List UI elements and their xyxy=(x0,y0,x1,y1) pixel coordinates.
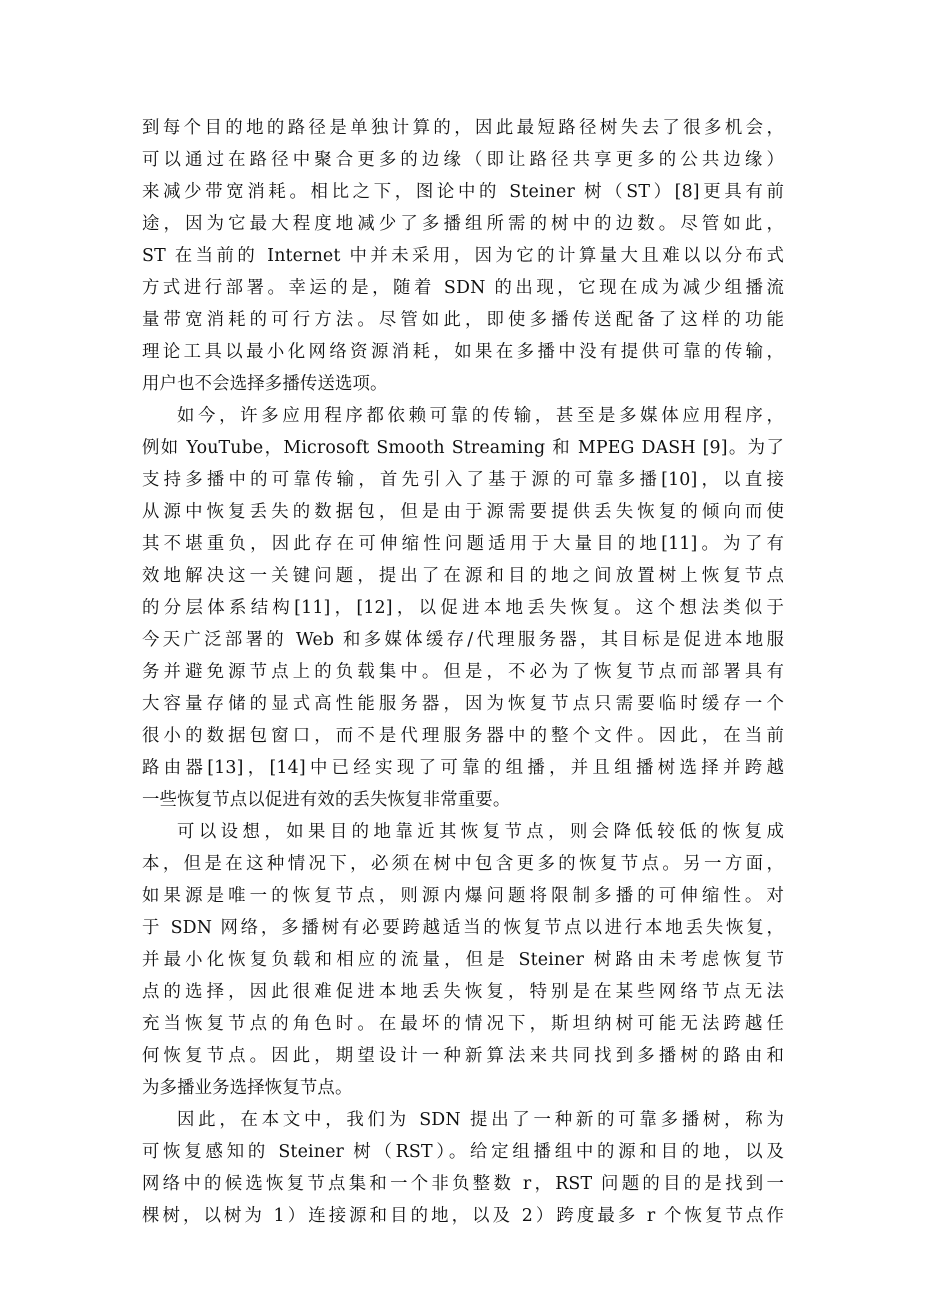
text-line: 量带宽消耗的可行方法。尽管如此，即使多播传送配备了这样的功能 xyxy=(142,310,784,330)
paragraph-end-line: 为多播业务选择恢复节点。 xyxy=(142,1078,353,1098)
text-line: 于 SDN 网络，多播树有必要跨越适当的恢复节点以进行本地丢失恢复， xyxy=(142,918,784,938)
text-line: 大容量存储的显式高性能服务器，因为恢复节点只需要临时缓存一个 xyxy=(142,694,784,714)
paragraph-start-line: 因此，在本文中，我们为 SDN 提出了一种新的可靠多播树，称为 xyxy=(177,1110,784,1130)
text-line: 网络中的候选恢复节点集和一个非负整数 r，RST 问题的目的是找到一 xyxy=(142,1174,784,1194)
text-line: ST 在当前的 Internet 中并未采用，因为它的计算量大且难以以分布式 xyxy=(142,246,784,266)
text-line: 本，但是在这种情况下，必须在树中包含更多的恢复节点。另一方面， xyxy=(142,854,784,874)
text-line: 其不堪重负，因此存在可伸缩性问题适用于大量目的地[11]。为了有 xyxy=(142,534,784,554)
text-line: 并最小化恢复负载和相应的流量，但是 Steiner 树路由未考虑恢复节 xyxy=(142,950,784,970)
paragraph-start-line: 可以设想，如果目的地靠近其恢复节点，则会降低较低的恢复成 xyxy=(177,822,784,842)
text-line: 何恢复节点。因此，期望设计一种新算法来共同找到多播树的路由和 xyxy=(142,1046,784,1066)
text-line: 可恢复感知的 Steiner 树（RST）。给定组播组中的源和目的地，以及 xyxy=(142,1142,784,1162)
paragraph-end-line: 一些恢复节点以促进有效的丢失恢复非常重要。 xyxy=(142,790,511,810)
text-line: 今天广泛部署的 Web 和多媒体缓存/代理服务器，其目标是促进本地服 xyxy=(142,630,784,650)
text-line: 途，因为它最大程度地减少了多播组所需的树中的边数。尽管如此， xyxy=(142,214,784,234)
text-line: 支持多播中的可靠传输，首先引入了基于源的可靠多播[10]，以直接 xyxy=(142,470,784,490)
body-text xyxy=(142,112,784,1232)
paragraph-start-line: 如今，许多应用程序都依赖可靠的传输，甚至是多媒体应用程序， xyxy=(177,406,784,426)
text-line: 路由器[13]，[14]中已经实现了可靠的组播，并且组播树选择并跨越 xyxy=(142,758,784,778)
text-line: 从源中恢复丢失的数据包，但是由于源需要提供丢失恢复的倾向而使 xyxy=(142,502,784,522)
text-line: 效地解决这一关键问题，提出了在源和目的地之间放置树上恢复节点 xyxy=(142,566,784,586)
text-line: 到每个目的地的路径是单独计算的，因此最短路径树失去了很多机会， xyxy=(142,118,784,138)
text-line: 很小的数据包窗口，而不是代理服务器中的整个文件。因此，在当前 xyxy=(142,726,784,746)
text-line: 可以通过在路径中聚合更多的边缘（即让路径共享更多的公共边缘） xyxy=(142,150,784,170)
text-line: 的分层体系结构[11]，[12]，以促进本地丢失恢复。这个想法类似于 xyxy=(142,598,784,618)
text-line: 点的选择，因此很难促进本地丢失恢复，特别是在某些网络节点无法 xyxy=(142,982,784,1002)
text-line: 务并避免源节点上的负载集中。但是，不必为了恢复节点而部署具有 xyxy=(142,662,784,682)
text-line: 充当恢复节点的角色时。在最坏的情况下，斯坦纳树可能无法跨越任 xyxy=(142,1014,784,1034)
text-line: 方式进行部署。幸运的是，随着 SDN 的出现，它现在成为减少组播流 xyxy=(142,278,784,298)
text-line: 如果源是唯一的恢复节点，则源内爆问题将限制多播的可伸缩性。对 xyxy=(142,886,784,906)
text-line: 来减少带宽消耗。相比之下，图论中的 Steiner 树（ST）[8]更具有前 xyxy=(142,182,784,202)
text-line: 棵树，以树为 1）连接源和目的地，以及 2）跨度最多 r 个恢复节点作 xyxy=(142,1206,784,1226)
paragraph-end-line: 用户也不会选择多播传送选项。 xyxy=(142,374,388,394)
text-line: 例如 YouTube，Microsoft Smooth Streaming 和 MPEG DASH [9]。为了 xyxy=(142,438,784,458)
text-line: 理论工具以最小化网络资源消耗，如果在多播中没有提供可靠的传输， xyxy=(142,342,784,362)
